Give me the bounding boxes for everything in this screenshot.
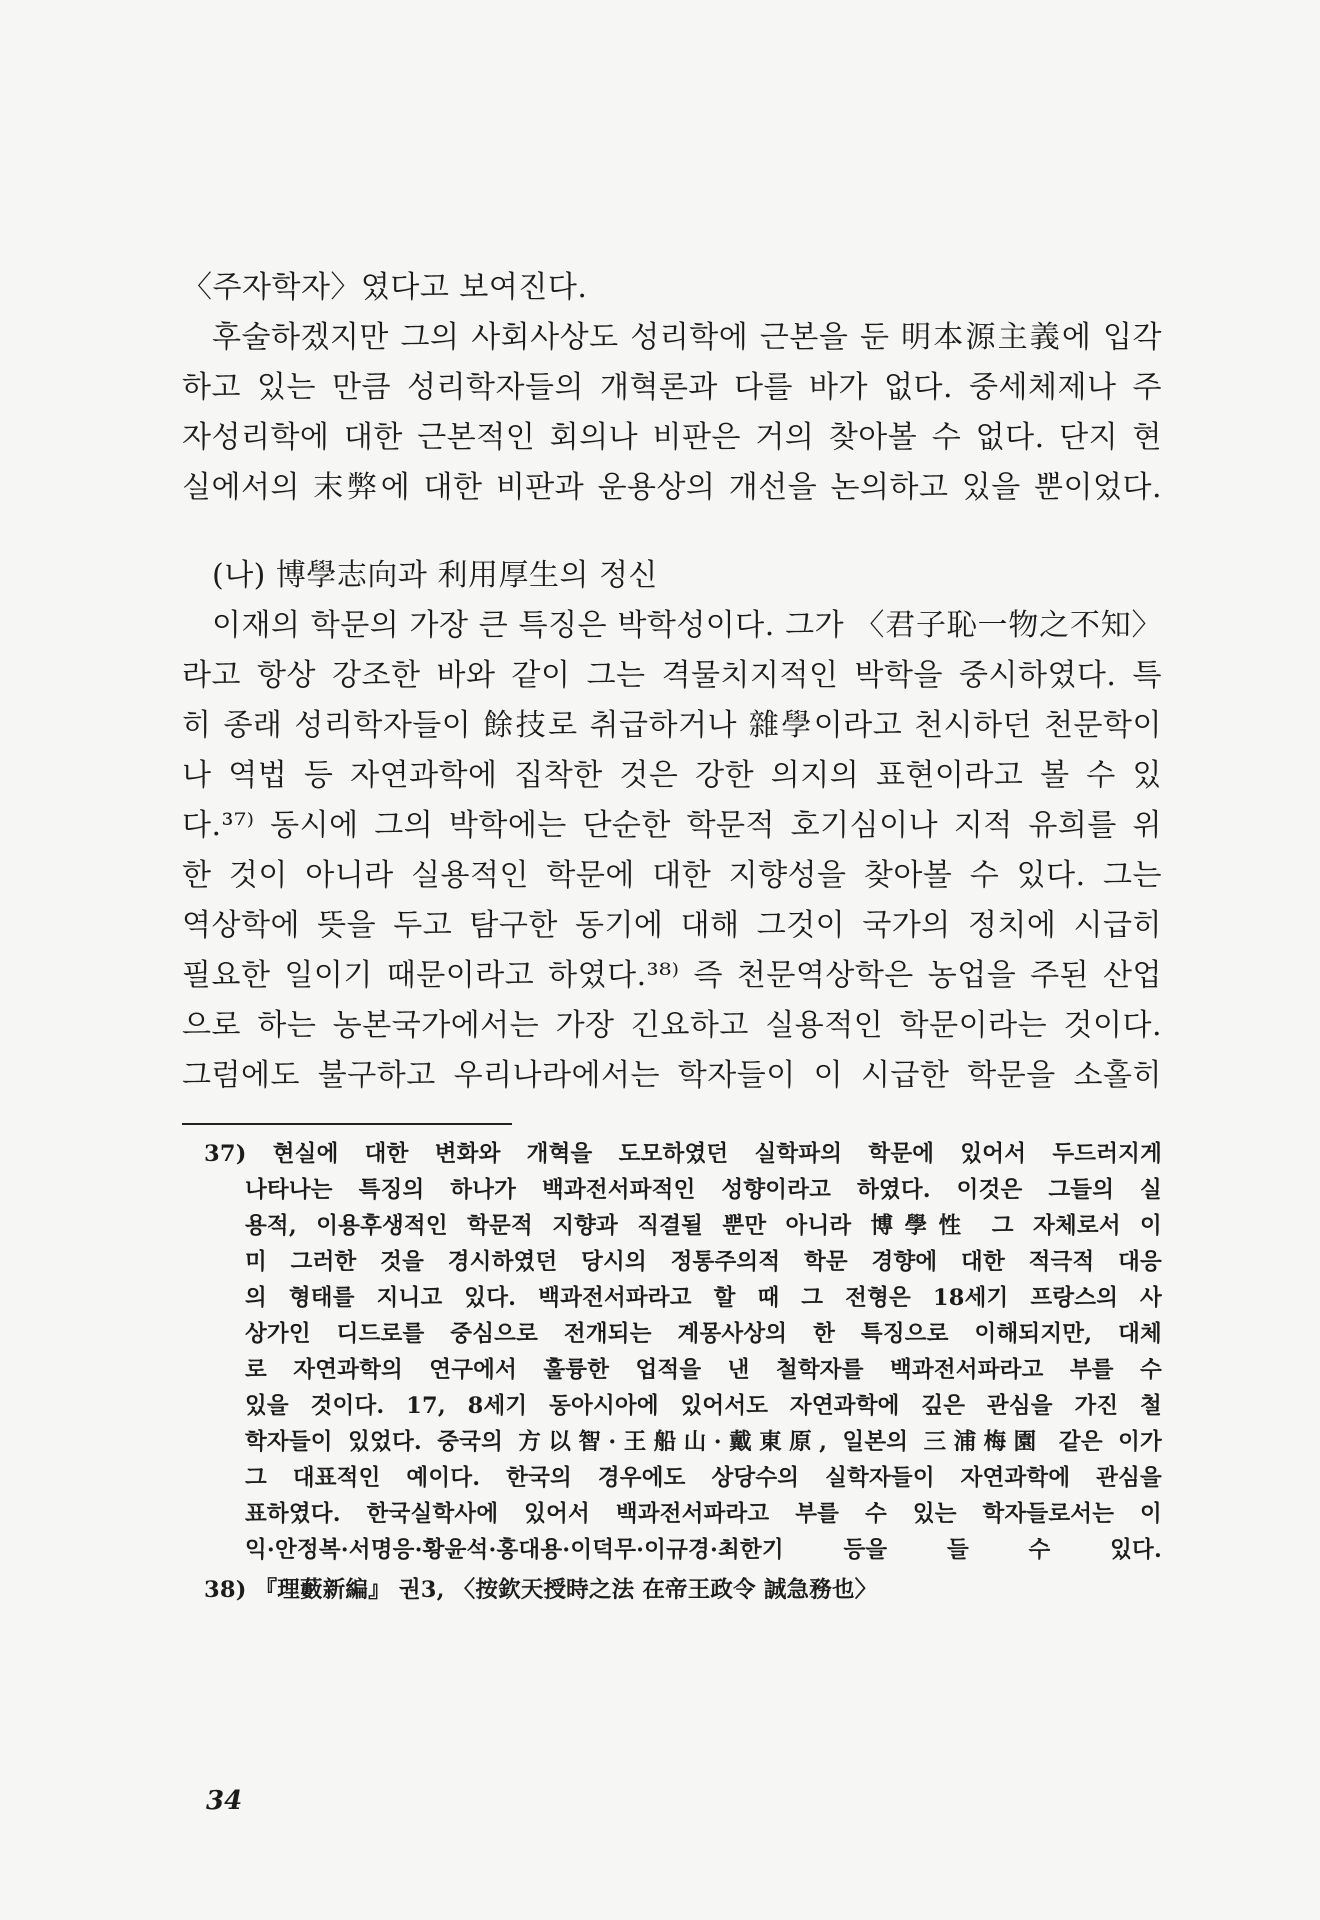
body-line: 그럼에도 불구하고 우리나라에서는 학자들이 이 시급한 학문을 소홀히 (182, 1058, 1162, 1093)
footnote-line: 익·안정복·서명응·황윤석·홍대용·이덕무·이규경·최한기 등을 들 수 있다. (245, 1537, 1162, 1563)
footnote-line: 용적, 이용후생적인 학문적 지향과 직결될 뿐만 아니라 博學性 그 자체로서 이 (245, 1213, 1162, 1239)
footnote-line: 그 대표적인 예이다. 한국의 경우에도 상당수의 실학자들이 자연과학에 관심을 (245, 1465, 1162, 1491)
body-line: 이재의 학문의 가장 큰 특징은 박학성이다. 그가 〈君子恥一物之不知〉 (212, 608, 1162, 643)
body-line: 역상학에 뜻을 두고 탐구한 동기에 대해 그것이 국가의 정치에 시급히 (182, 908, 1162, 943)
body-line: 후술하겠지만 그의 사회사상도 성리학에 근본을 둔 明本源主義에 입각 (212, 320, 1162, 355)
page-number: 34 (206, 1786, 243, 1816)
body-line: 히 종래 성리학자들이 餘技로 취급하거나 雜學이라고 천시하던 천문학이 (182, 708, 1162, 743)
body-line: 실에서의 末弊에 대한 비판과 운용상의 개선을 논의하고 있을 뿐이었다. (182, 470, 1162, 505)
footnote-line: 표하였다. 한국실학사에 있어서 백과전서파라고 부를 수 있는 학자들로서는 이 (245, 1501, 1162, 1527)
body-line: 〈주자학자〉였다고 보여진다. (182, 270, 588, 305)
footnote-line: 학자들이 있었다. 중국의 方以智·王船山·戴東原, 일본의 三浦梅園 같은 이가 (245, 1429, 1162, 1455)
body-line: 다.³⁷⁾ 동시에 그의 박학에는 단순한 학문적 호기심이나 지적 유희를 위 (182, 808, 1162, 843)
footnote-line: 의 형태를 지니고 있다. 백과전서파라고 할 때 그 전형은 18세기 프랑스의 사 (245, 1285, 1162, 1311)
body-line: 라고 항상 강조한 바와 같이 그는 격물치지적인 박학을 중시하였다. 특 (182, 658, 1162, 693)
footnote-line: 있을 것이다. 17, 8세기 동아시아에 있어서도 자연과학에 깊은 관심을 가진 철 (245, 1393, 1162, 1419)
footnote-rule (182, 1123, 512, 1125)
body-line: 하고 있는 만큼 성리학자들의 개혁론과 다를 바가 없다. 중세체제나 주 (182, 370, 1162, 405)
footnote-line: 나타나는 특징의 하나가 백과전서파적인 성향이라고 하였다. 이것은 그들의 실 (245, 1177, 1162, 1203)
body-line: 필요한 일이기 때문이라고 하였다.³⁸⁾ 즉 천문역상학은 농업을 주된 산업 (182, 958, 1162, 993)
footnote-line: 38) 『理藪新編』 권3, 〈按欽天授時之法 在帝王政令 誠急務也〉 (204, 1577, 878, 1603)
footnote-line: 상가인 디드로를 중심으로 전개되는 계몽사상의 한 특징으로 이해되지만, 대체 (245, 1321, 1162, 1347)
body-line: 나 역법 등 자연과학에 집착한 것은 강한 의지의 표현이라고 볼 수 있 (182, 758, 1162, 793)
footnote-line: 로 자연과학의 연구에서 훌륭한 업적을 낸 철학자를 백과전서파라고 부를 수 (245, 1357, 1162, 1383)
body-line: 한 것이 아니라 실용적인 학문에 대한 지향성을 찾아볼 수 있다. 그는 (182, 858, 1162, 893)
body-line: 으로 하는 농본국가에서는 가장 긴요하고 실용적인 학문이라는 것이다. (182, 1008, 1162, 1043)
body-line: 자성리학에 대한 근본적인 회의나 비판은 거의 찾아볼 수 없다. 단지 현 (182, 420, 1162, 455)
section-heading: (나) 博學志向과 利用厚生의 정신 (212, 558, 658, 593)
footnote-line: 미 그러한 것을 경시하였던 당시의 정통주의적 학문 경향에 대한 적극적 대응 (245, 1249, 1162, 1275)
footnote-line: 37) 현실에 대한 변화와 개혁을 도모하였던 실학파의 학문에 있어서 두드러지게 (204, 1141, 1162, 1167)
